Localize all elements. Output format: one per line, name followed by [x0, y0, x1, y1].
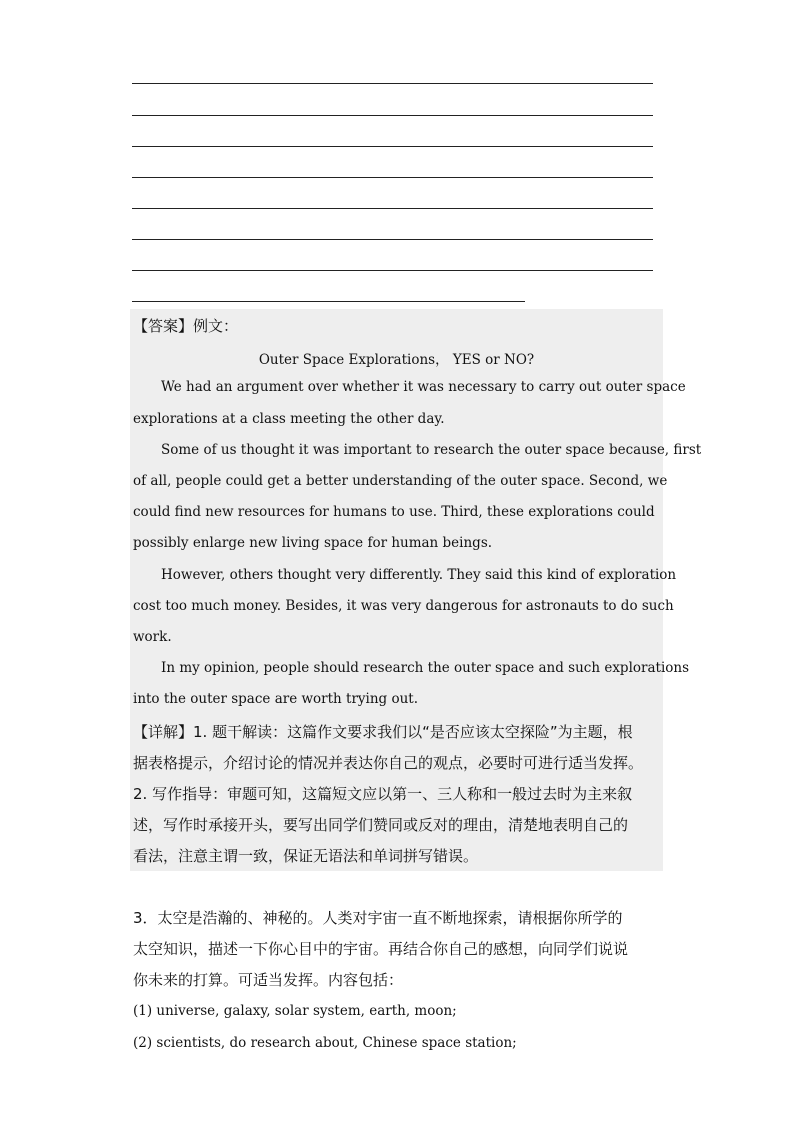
analysis-line: 【详解】1. 题干解读：这篇作文要求我们以“是否应该太空探险”为主题，根: [133, 723, 633, 741]
essay-line: Some of us thought it was important to research the outer space because, first: [161, 442, 702, 458]
essay-line: possibly enlarge new living space for human beings.: [133, 535, 493, 551]
writing-line: [132, 177, 653, 178]
analysis-line: 据表格提示，介绍讨论的情况并表达你自己的观点，必要时可进行适当发挥。: [133, 754, 644, 772]
analysis-line: 看法，注意主谓一致，保证无语法和单词拼写错误。: [133, 847, 479, 865]
analysis-line: 述，写作时承接开头，要写出同学们赞同或反对的理由，清楚地表明自己的: [133, 816, 629, 834]
essay-line: In my opinion, people should research the outer space and such explorations: [161, 660, 690, 676]
writing-line: [132, 208, 653, 209]
analysis-line: 2. 写作指导：审题可知，这篇短文应以第一、三人称和一般过去时为主来叙: [133, 785, 633, 803]
essay-line: could find new resources for humans to use. Third, these explorations could: [133, 504, 655, 520]
writing-line: [132, 301, 525, 302]
writing-line: [132, 270, 653, 271]
writing-line: [132, 239, 653, 240]
essay-line: work.: [133, 629, 172, 645]
essay-line: We had an argument over whether it was necessary to carry out outer space: [161, 379, 686, 395]
essay-line: cost too much money. Besides, it was very dangerous for astronauts to do such: [133, 598, 674, 614]
question-line: 你未来的打算。可适当发挥。内容包括：: [133, 971, 404, 989]
writing-line: [132, 83, 653, 84]
essay-title: Outer Space Explorations， YES or NO?: [258, 352, 535, 368]
essay-line: of all, people could get a better understanding of the outer space. Second, we: [133, 473, 668, 489]
essay-line: into the outer space are worth trying out.: [133, 691, 419, 707]
writing-line: [132, 115, 653, 116]
essay-line: explorations at a class meeting the other day.: [133, 411, 445, 427]
answer-heading: 【答案】例文：: [133, 317, 239, 335]
content-item: (2) scientists, do research about, Chinese space station;: [133, 1035, 517, 1051]
question-line: 太空知识，描述一下你心目中的宇宙。再结合你自己的感想，向同学们说说: [133, 940, 629, 958]
content-item: (1) universe, galaxy, solar system, earth, moon;: [133, 1003, 457, 1019]
essay-line: However, others thought very differently. They said this kind of exploration: [161, 567, 677, 583]
writing-line: [132, 146, 653, 147]
question-line: 3．太空是浩瀚的、神秘的。人类对宇宙一直不断地探索，请根据你所学的: [133, 909, 623, 927]
